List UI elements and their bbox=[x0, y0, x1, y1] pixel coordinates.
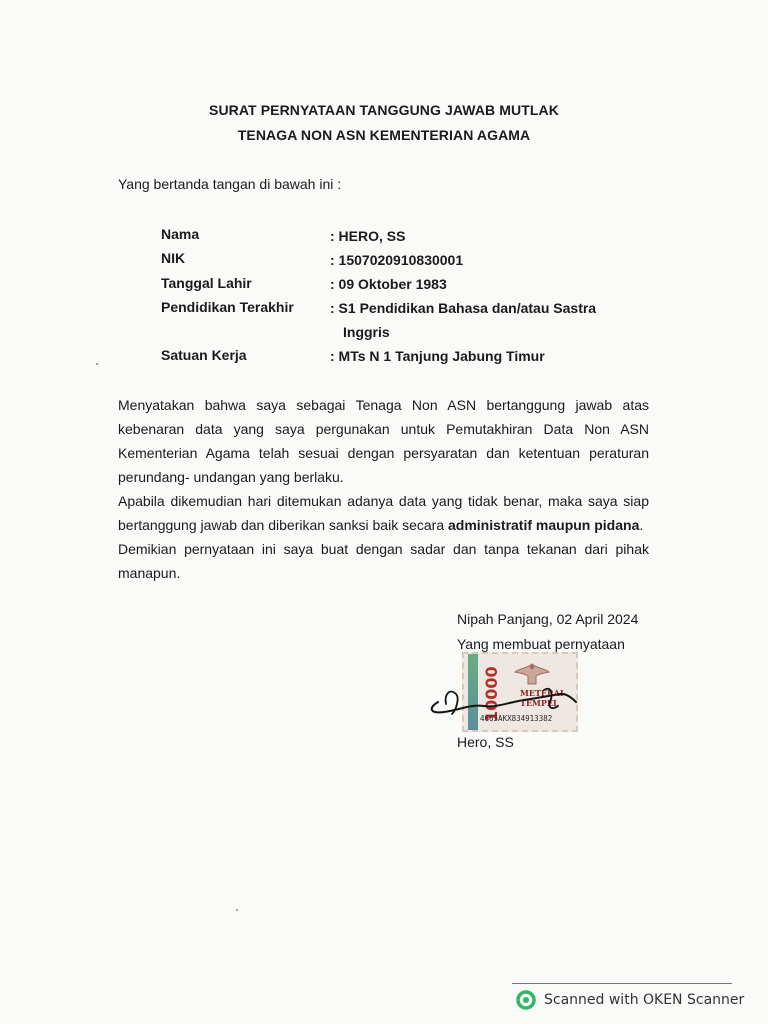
field-label-tanggal-lahir: Tanggal Lahir bbox=[161, 275, 252, 291]
place-and-date: Nipah Panjang, 02 April 2024 bbox=[457, 611, 639, 627]
document-title-line-1: SURAT PERNYATAAN TANGGUNG JAWAB MUTLAK bbox=[209, 102, 559, 118]
stamp-word-meterai: METERAI bbox=[520, 688, 564, 698]
statement-paragraph-3: Demikian pernyataan ini saya buat dengan sadar dan tanpa tekanan dari pihak manapun. bbox=[118, 541, 649, 581]
paragraph-2-emphasis: administratif maupun pidana bbox=[448, 517, 640, 533]
field-value-tanggal-lahir: : 09 Oktober 1983 bbox=[330, 276, 447, 292]
paragraph-2-end: . bbox=[639, 517, 644, 533]
oken-scanner-logo-icon bbox=[516, 990, 536, 1010]
signer-name: Hero, SS bbox=[457, 734, 514, 750]
field-value-pendidikan: : S1 Pendidikan Bahasa dan/atau Sastra bbox=[330, 300, 597, 316]
field-label-pendidikan: Pendidikan Terakhir bbox=[161, 299, 294, 315]
stamp-word-tempel: TEMPEL bbox=[520, 698, 559, 708]
stamp-serial-number: 4665AKX834913382 bbox=[480, 714, 553, 723]
footer-divider bbox=[512, 983, 732, 984]
field-label-nama: Nama bbox=[161, 226, 200, 242]
paragraph-2-text: Apabila dikemudian hari ditemukan adanya data yang tidak benar, maka saya siap bertanggung jawab dan diberikan sanksi baik secara bbox=[118, 493, 649, 533]
field-value-satuan-kerja: : MTs N 1 Tanjung Jabung Timur bbox=[330, 348, 545, 364]
scan-speck bbox=[236, 909, 238, 911]
field-label-nik: NIK bbox=[161, 250, 186, 266]
statement-paragraph-2 bbox=[118, 489, 649, 537]
handwritten-signature bbox=[426, 680, 586, 720]
intro-text: Yang bertanda tangan di bawah ini : bbox=[118, 176, 342, 192]
field-value-nama: : HERO, SS bbox=[330, 228, 406, 244]
stamp-denomination: 10000 bbox=[482, 666, 501, 722]
scanner-watermark bbox=[516, 990, 744, 1010]
maker-label: Yang membuat pernyataan bbox=[457, 636, 625, 652]
statement-paragraph-1: Menyatakan bahwa saya sebagai Tenaga Non ASN bertanggung jawab atas kebenaran data yang saya pergunakan untuk Pemutakhiran Data Non ASN Kementerian Agama telah sesuai dengan persyaratan dan ketentuan peraturan perundang- undangan yang berlaku. bbox=[118, 397, 649, 485]
field-value-nik: : 1507020910830001 bbox=[330, 252, 464, 268]
document-title-line-2: TENAGA NON ASN KEMENTERIAN AGAMA bbox=[237, 127, 531, 143]
scanner-watermark-text: Scanned with OKEN Scanner bbox=[544, 992, 745, 1008]
field-value-pendidikan-continued: Inggris bbox=[343, 324, 390, 340]
field-label-satuan-kerja: Satuan Kerja bbox=[161, 347, 247, 363]
scan-speck bbox=[96, 363, 98, 365]
statement-body bbox=[118, 393, 649, 585]
